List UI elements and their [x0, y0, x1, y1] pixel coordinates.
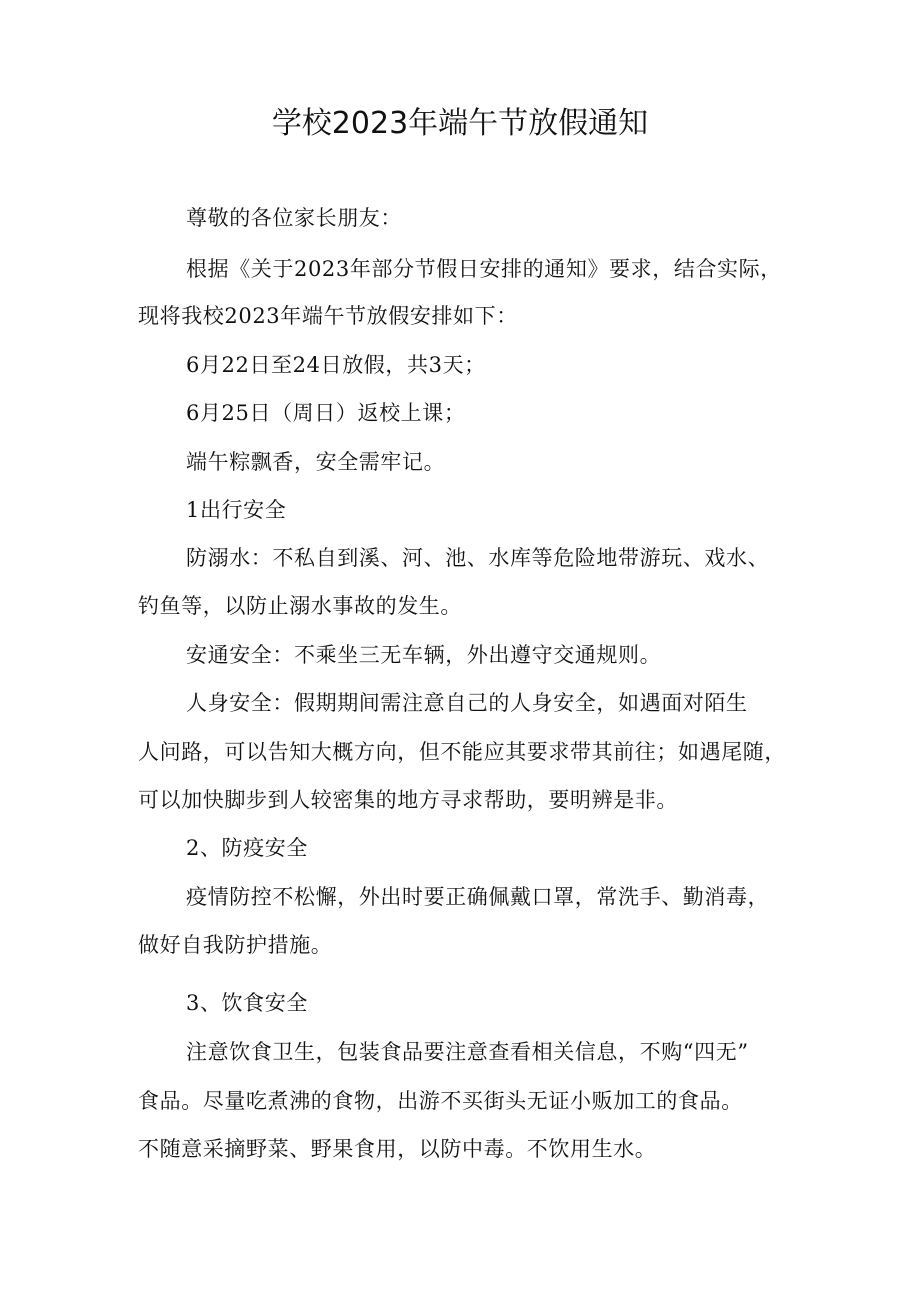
paragraph-line: 食品。尽量吃煮沸的食物，出游不买街头无证小贩加工的食品。	[138, 1089, 743, 1113]
paragraph-line: 防溺水：不私自到溪、河、池、水库等危险地带游玩、戏水、	[186, 546, 770, 570]
salutation-line: 尊敬的各位家长朋友：	[186, 206, 402, 230]
paragraph-line: 钓鱼等，以防止溺水事故的发生。	[138, 594, 462, 618]
paragraph-line: 疫情防控不松懈，外出时要正确佩戴口罩，常洗手、勤消毒，	[186, 885, 770, 909]
paragraph-line: 6月22日至24日放假，共3天；	[186, 353, 486, 377]
paragraph-line: 人问路，可以告知大概方向，但不能应其要求带其前往；如遇尾随，	[138, 740, 786, 764]
paragraph-line: 人身安全：假期期间需注意自己的人身安全，如遇面对陌生	[186, 691, 748, 715]
paragraph-line: 根据《关于2023年部分节假日安排的通知》要求，结合实际，	[186, 257, 782, 281]
paragraph-line: 可以加快脚步到人较密集的地方寻求帮助，要明辨是非。	[138, 788, 678, 812]
paragraph-line: 不随意采摘野菜、野果食用，以防中毒。不饮用生水。	[138, 1137, 657, 1161]
section-heading: 2、防疫安全	[186, 836, 308, 860]
section-heading: 1出行安全	[186, 498, 287, 522]
paragraph-line: 6月25日（周日）返校上课；	[186, 401, 466, 425]
paragraph-line: 做好自我防护措施。	[138, 933, 333, 957]
document-title: 学校2023年端午节放假通知	[271, 106, 649, 141]
section-heading: 3、饮食安全	[186, 991, 308, 1015]
paragraph-line: 安通安全：不乘坐三无车辆，外出遵守交通规则。	[186, 643, 662, 667]
paragraph-line: 现将我校2023年端午节放假安排如下：	[138, 304, 518, 328]
paragraph-line: 端午粽飘香，安全需牢记。	[186, 450, 446, 474]
paragraph-line: 注意饮食卫生，包装食品要注意查看相关信息，不购“四无”	[186, 1040, 749, 1064]
